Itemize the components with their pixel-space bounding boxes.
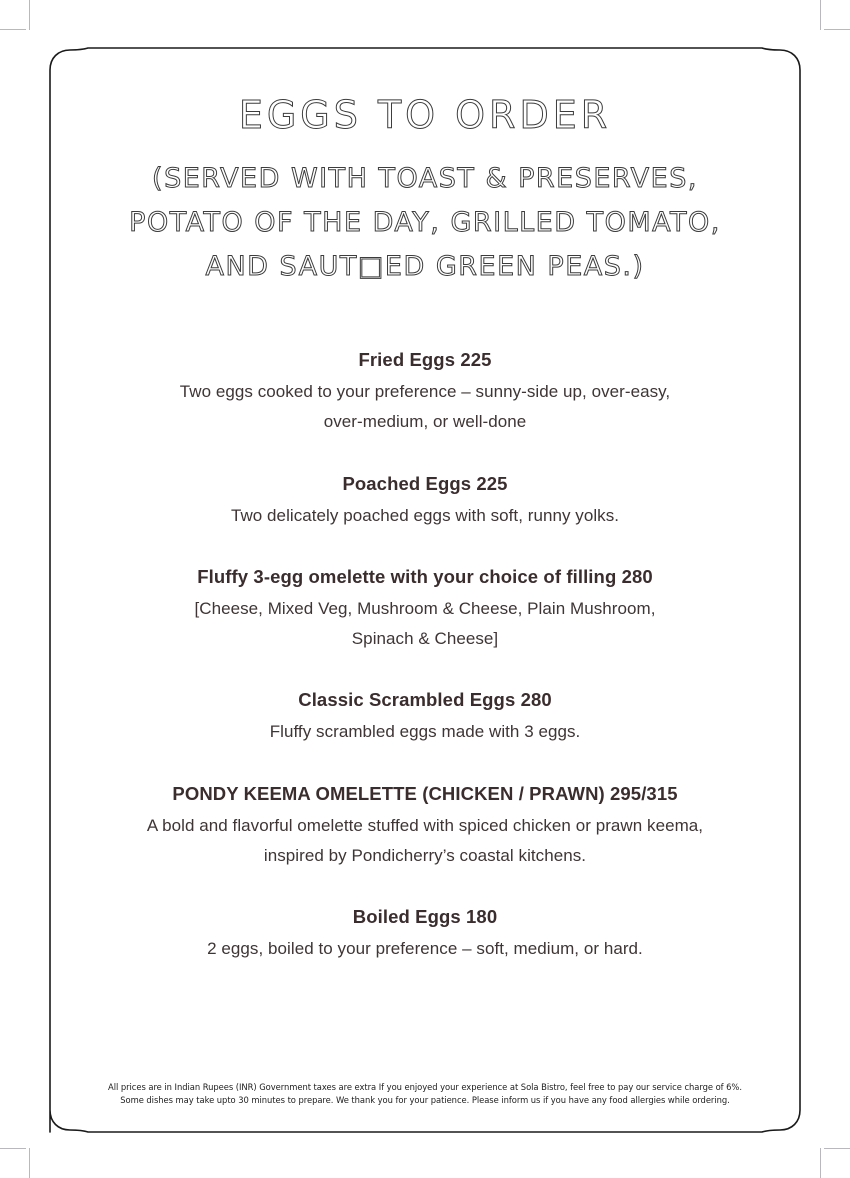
footer-line-2: Some dishes may take upto 30 minutes to prepare. We thank you for your patience. Please inform us if you have any food allergies while ordering. [120, 1095, 730, 1106]
footer-line-1: All prices are in Indian Rupees (INR) Government taxes are extra If you enjoyed your experience at Sola Bistro, feel free to pay our service charge of 6%. [108, 1081, 742, 1092]
menu-page [50, 48, 800, 1130]
page-title: EGGS TO ORDER [238, 93, 612, 137]
menu-item-list [90, 288, 760, 964]
menu-item [90, 688, 760, 747]
description-line: A bold and flavorful omelette stuffed with spiced chicken or prawn keema, [146, 815, 704, 835]
menu-item-description [90, 717, 760, 747]
crop-mark-top-right-horizontal [824, 29, 850, 30]
menu-item-heading: Fluffy 3-egg omelette with your choice of filling 280 [197, 565, 653, 587]
crop-mark-bottom-right-vertical [820, 1148, 821, 1178]
menu-item-description [90, 501, 760, 531]
crop-mark-top-left-horizontal [0, 29, 26, 30]
menu-item [90, 472, 760, 531]
subtitle-line-3: AND SAUT□ED GREEN PEAS.) [205, 250, 645, 282]
description-line: [Cheese, Mixed Veg, Mushroom & Cheese, Plain Mushroom, [194, 598, 656, 618]
menu-item-description [90, 377, 760, 438]
description-line: Fluffy scrambled eggs made with 3 eggs. [269, 722, 581, 742]
menu-item-description [90, 934, 760, 964]
menu-item-heading: PONDY KEEMA OMELETTE (CHICKEN / PRAWN) 295/315 [172, 782, 678, 804]
crop-mark-top-left-vertical [29, 0, 30, 30]
footer-disclaimer [50, 1081, 800, 1108]
description-line: Spinach & Cheese] [351, 629, 499, 649]
menu-item-description [90, 811, 760, 872]
menu-item [90, 348, 760, 437]
menu-item [90, 782, 760, 871]
crop-mark-bottom-left-horizontal [0, 1148, 26, 1149]
description-line: 2 eggs, boiled to your preference – soft, medium, or hard. [207, 939, 643, 959]
menu-item-description [90, 594, 760, 655]
description-line: over-medium, or well-done [323, 412, 527, 432]
description-line: Two delicately poached eggs with soft, runny yolks. [230, 505, 620, 525]
page-subtitle [90, 136, 760, 288]
subtitle-line-1: (SERVED WITH TOAST & PRESERVES, [152, 163, 698, 195]
menu-item [90, 565, 760, 654]
description-line: inspired by Pondicherry’s coastal kitchens. [263, 845, 587, 865]
crop-mark-bottom-right-horizontal [824, 1148, 850, 1149]
menu-item [90, 905, 760, 964]
menu-item-heading: Boiled Eggs 180 [352, 906, 498, 928]
description-line: Two eggs cooked to your preference – sunny-side up, over-easy, [179, 382, 671, 402]
subtitle-line-2: POTATO OF THE DAY, GRILLED TOMATO, [129, 206, 721, 238]
menu-item-heading: Fried Eggs 225 [358, 349, 492, 371]
crop-mark-bottom-left-vertical [29, 1148, 30, 1178]
menu-item-heading: Classic Scrambled Eggs 280 [298, 689, 552, 711]
crop-mark-top-right-vertical [820, 0, 821, 30]
menu-item-heading: Poached Eggs 225 [342, 472, 508, 494]
